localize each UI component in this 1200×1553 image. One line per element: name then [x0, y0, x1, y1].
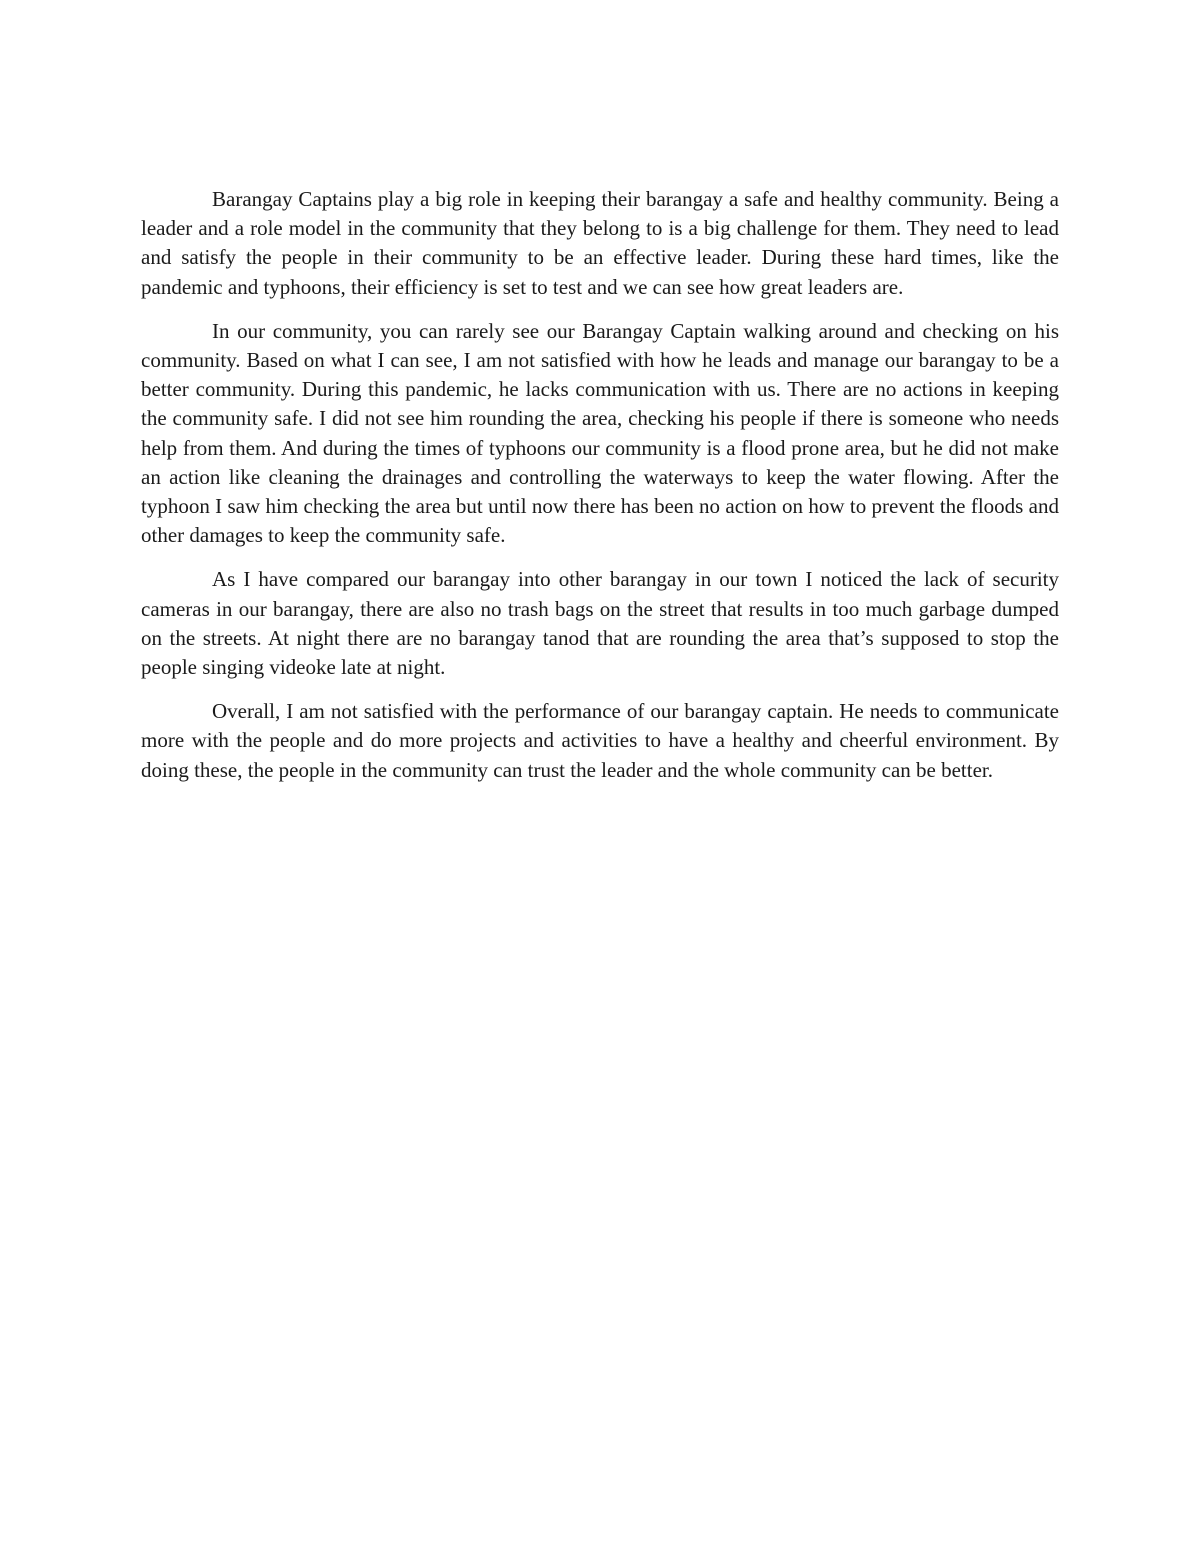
essay-body: [141, 185, 1059, 800]
paragraph-4: Overall, I am not satisfied with the performance of our barangay captain. He needs to communicate more with the people and do more projects and activities to have a healthy and cheerful environment. By doing these, the people in the community can trust the leader and the whole community can be better.: [141, 699, 1059, 782]
paragraph-2: In our community, you can rarely see our Barangay Captain walking around and checking on his community. Based on what I can see, I am not satisfied with how he leads and manage our barangay to be a better community. During this pandemic, he lacks communication with us. There are no actions in keeping the community safe. I did not see him rounding the area, checking his people if there is someone who needs help from them. And during the times of typhoons our community is a flood prone area, but he did not make an action like cleaning the drainages and controlling the waterways to keep the water flowing. After the typhoon I saw him checking the area but until now there has been no action on how to prevent the floods and other damages to keep the community safe.: [141, 318, 1059, 548]
paragraph-3: As I have compared our barangay into other barangay in our town I noticed the lack of security cameras in our barangay, there are also no trash bags on the street that results in too much garbage dumped on the streets. At night there are no barangay tanod that are rounding the area that’s supposed to stop the people singing videoke late at night.: [141, 567, 1059, 680]
paragraph-1: Barangay Captains play a big role in keeping their barangay a safe and healthy community. Being a leader and a role model in the community that they belong to is a big challenge for them. They need to lead and satisfy the people in their community to be an effective leader. During these hard times, like the pandemic and typhoons, their efficiency is set to test and we can see how great leaders are.: [141, 187, 1059, 299]
